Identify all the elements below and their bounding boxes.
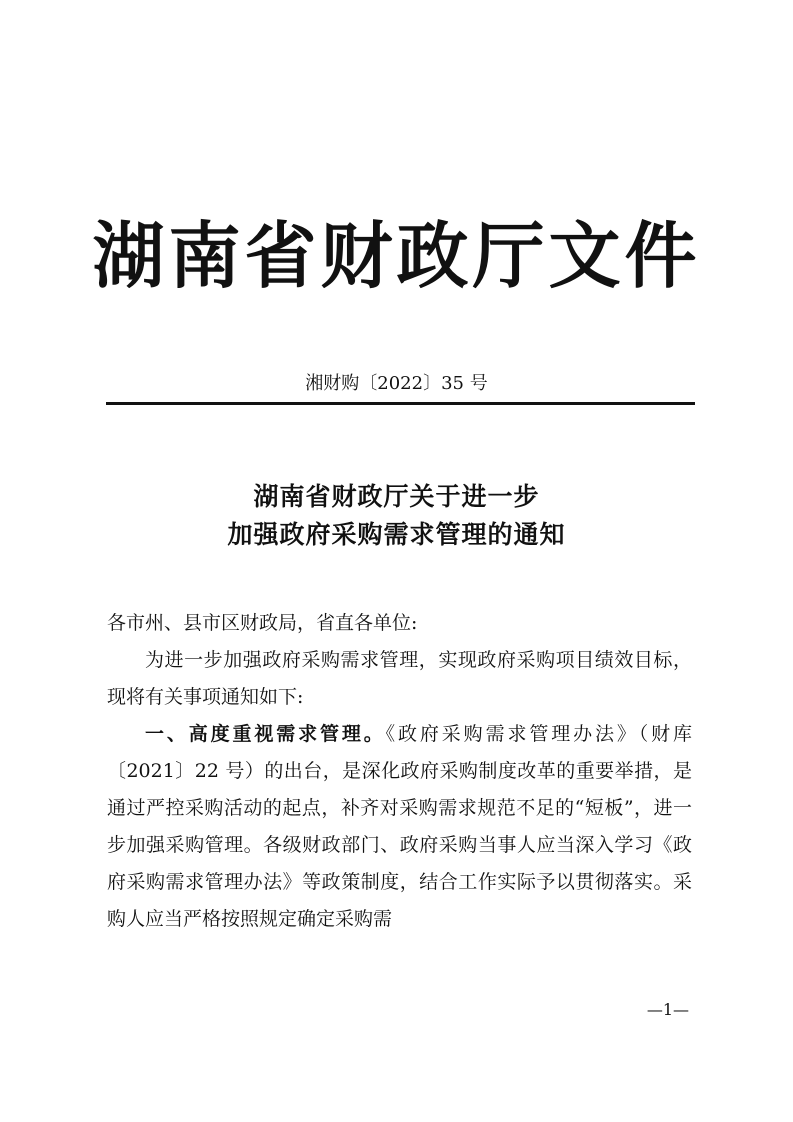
section-1-body: 《政府采购需求管理办法》（财库〔2021〕22 号）的出台，是深化政府采购制度改革的重要举措，是通过严控采购活动的起点，补齐对采购需求规范不足的“短板”，进一步加强采购管理。各级财政部门、政府采购当事人应当深入学习《政府采购需求管理办法》等政策制度，结合工作实际予以贯彻落实。采购人应当严格按照规定确定采购需 [107, 723, 692, 930]
document-header: 湖南省财政厅文件 [92, 214, 701, 298]
document-number: 湘财购〔2022〕35 号 [305, 373, 488, 394]
title-line-2: 加强政府采购需求管理的通知 [227, 520, 566, 549]
header-divider [106, 402, 695, 405]
document-body [107, 605, 692, 938]
section-1-heading: 一、高度重视需求管理。 [145, 723, 386, 745]
intro-paragraph: 为进一步加强政府采购需求管理，实现政府采购项目绩效目标，现将有关事项通知如下: [107, 649, 692, 708]
salutation: 各市州、县市区财政局，省直各单位: [107, 612, 418, 634]
document-title [0, 478, 793, 554]
title-line-1: 湖南省财政厅关于进一步 [253, 482, 540, 511]
section-1-paragraph [107, 716, 692, 938]
page-number: —1— [646, 1000, 689, 1019]
